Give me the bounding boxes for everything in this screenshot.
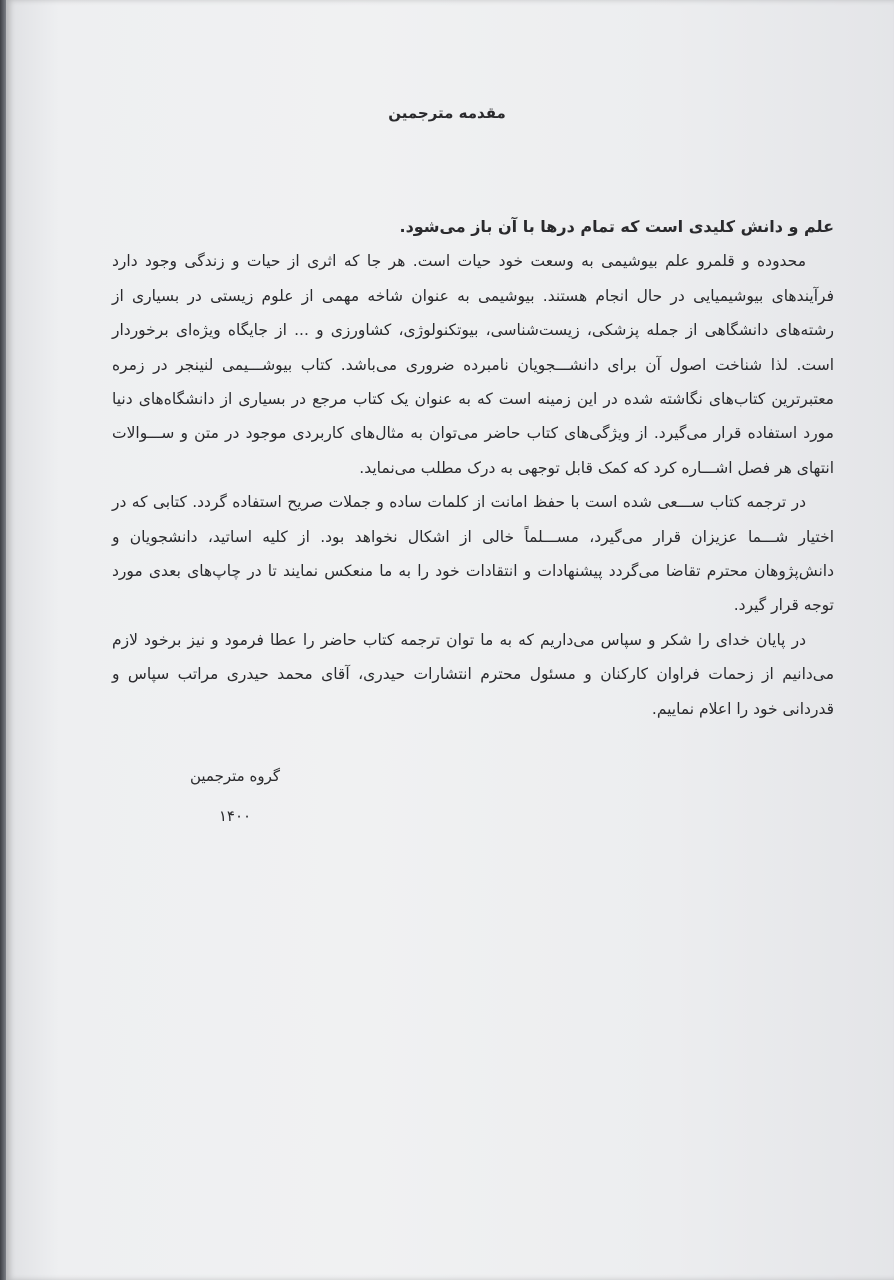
lead-sentence: علم و دانش کلیدی است که تمام درها با آن باز می‌شود.	[399, 217, 834, 236]
signature-block	[150, 756, 320, 836]
paragraph-translation: در ترجمه کتاب ســـعی شده است با حفظ امانت از کلمات ساده و جملات صریح استفاده گردد. کتابی که در اختیار شـــما عزیزان قرار می‌گیرد، مســـلماً خالی از اشکال نخواهد بود. از کلیه اساتید، دانشجویان و دانش‌پژوهان محترم تقاضا می‌گردد پیشنهادات و انتقادات خود را به ما منعکس نمایند تا در چاپ‌های بعدی مورد توجه قرار گیرد.	[112, 493, 834, 615]
signature-name: گروه مترجمین	[189, 767, 280, 785]
signature-year: ۱۴۰۰	[218, 807, 252, 825]
paragraph-thanks: در پایان خدای را شکر و سپاس می‌داریم که به ما توان ترجمه کتاب حاضر را عطا فرمود و نیز برخود لازم می‌دانیم از زحمات فراوان کارکنان و مسئول محترم انتشارات حیدری، آقای محمد حیدری مراتب سپاس و قدردانی خود را اعلام نماییم.	[112, 630, 834, 718]
page-title: مقدمه مترجمین	[388, 104, 506, 122]
paragraph-intro: محدوده و قلمرو علم بیوشیمی به وسعت خود حیات است. هر جا که اثری از حیات و زندگی وجود دارد فرآیندهای بیوشیمیایی در حال انجام هستند. بیوشیمی به عنوان شاخه مهمی از علوم زیستی در بسیاری از رشته‌های دانشگاهی از جمله پزشکی، زیست‌شناسی، بیوتکنولوژی، کشاورزی و ... از جایگاه ویژه‌ای برخوردار است. لذا شناخت اصول آن برای دانشـــجویان نامبرده ضروری می‌باشد. کتاب بیوشـــیمی لنینجر در زمره معتبرترین کتاب‌های نگاشته شده در این زمینه است که به عنوان یک کتاب مرجع در بسیاری از دانشگاه‌های دنیا مورد استفاده قرار می‌گیرد. از ویژگی‌های کتاب حاضر می‌توان به مثال‌های کاربردی موجود در متن و ســـوالات انتهای هر فصل اشـــاره کرد که کمک قابل توجهی به درک مطلب می‌نماید.	[112, 252, 834, 477]
preface-body	[112, 210, 834, 726]
